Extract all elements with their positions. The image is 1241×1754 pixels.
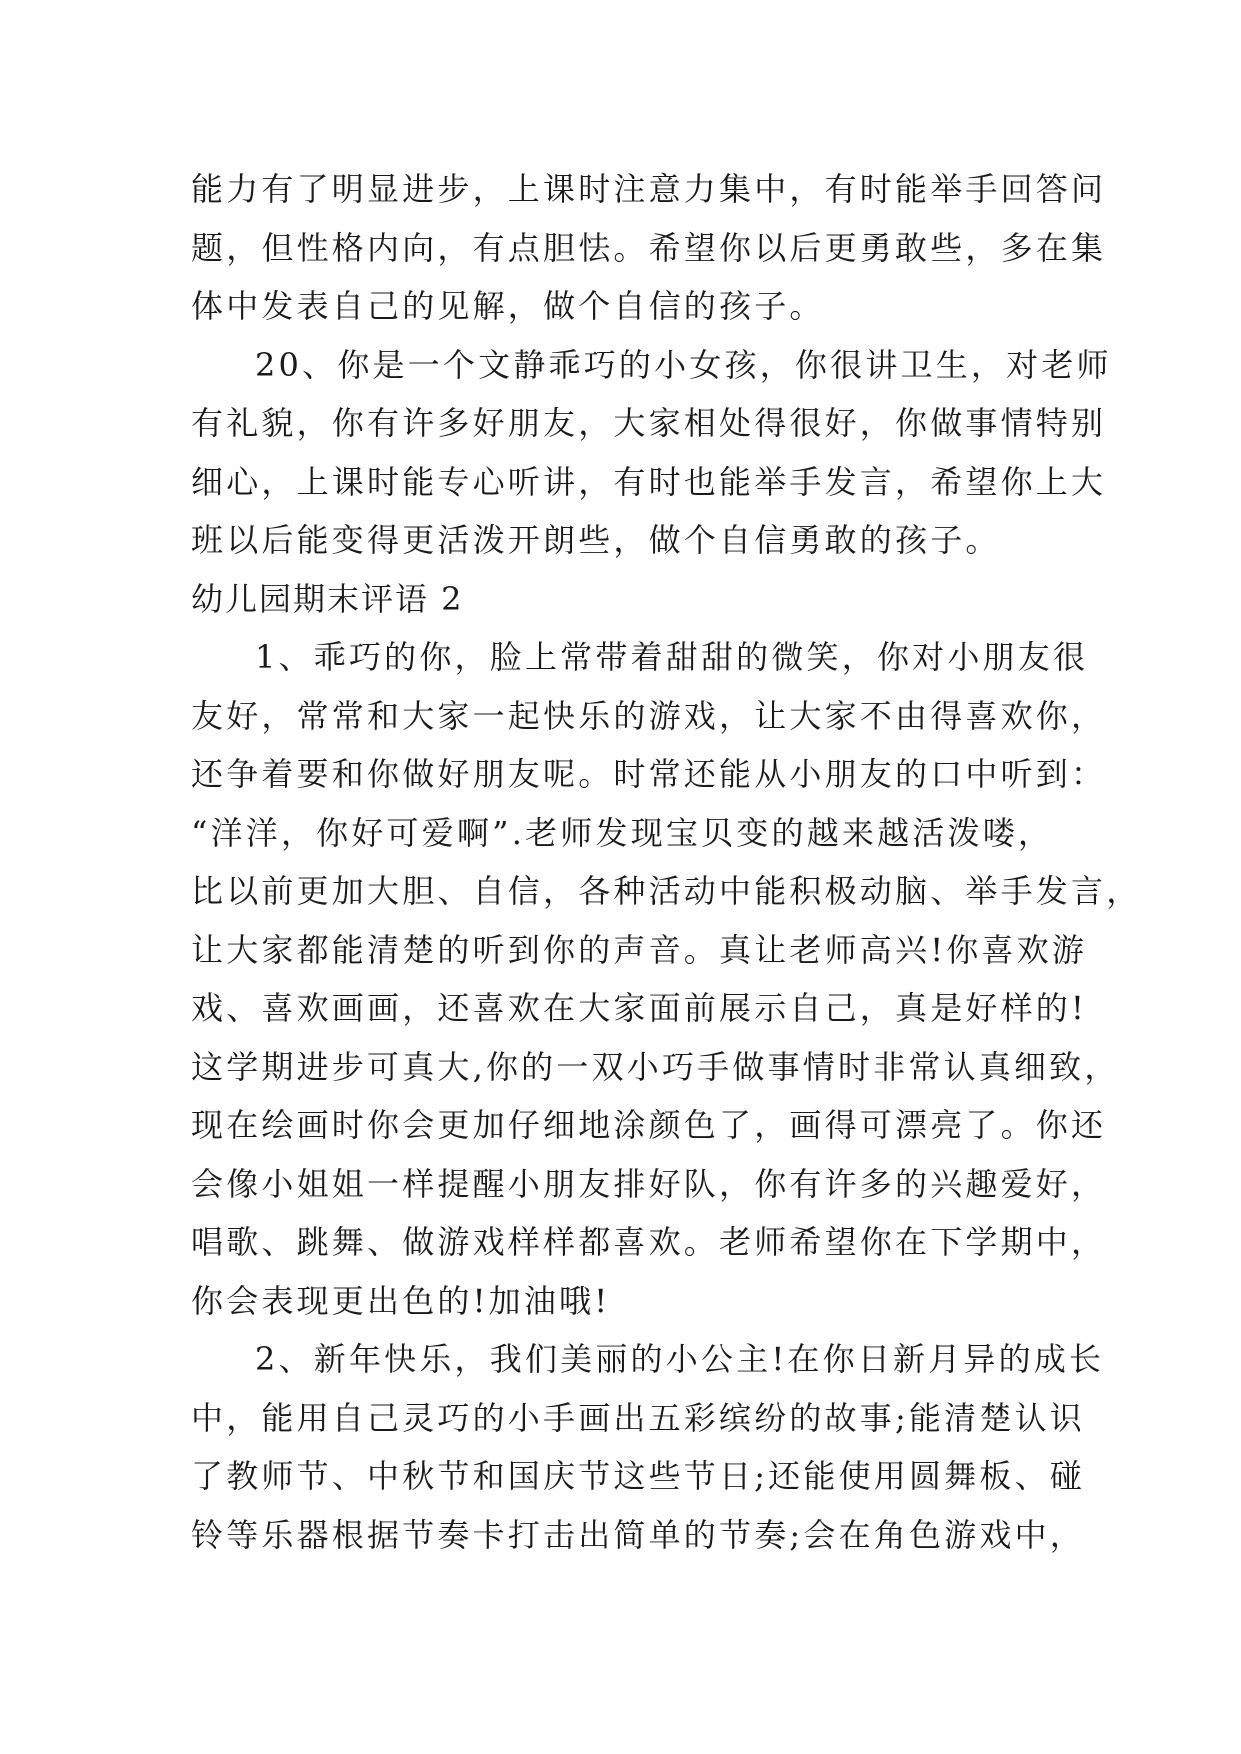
paragraph-first-line: 2、新年快乐，我们美丽的小公主!在你日新月异的成长 — [255, 1340, 1105, 1378]
text-line: 你会表现更出色的!加油哦! — [191, 1281, 611, 1320]
text-line: 现在绘画时你会更加仔细地涂颜色了，画得可漂亮了。你还 — [191, 1106, 1107, 1144]
text-line: 比以前更加大胆、自信，各种活动中能积极动脑、举手发言， — [191, 872, 1142, 910]
text-line: 能力有了明显进步，上课时注意力集中，有时能举手回答问 — [191, 170, 1107, 208]
text-line: “洋洋，你好可爱啊”.老师发现宝贝变的越来越活泼喽， — [191, 813, 1054, 852]
text-line: 铃等乐器根据节奏卡打击出简单的节奏;会在角色游戏中， — [191, 1515, 1085, 1554]
text-line: 会像小姐姐一样提醒小朋友排好队，你有许多的兴趣爱好， — [191, 1164, 1107, 1203]
text-line: 细心，上课时能专心听讲，有时也能举手发言，希望你上大 — [191, 462, 1107, 501]
text-line: 唱歌、跳舞、做游戏样样都喜欢。老师希望你在下学期中， — [191, 1223, 1107, 1261]
text-line: 有礼貌，你有许多好朋友，大家相处得很好，你做事情特别 — [191, 404, 1107, 442]
document-body — [191, 160, 1142, 1564]
text-line: 了教师节、中秋节和国庆节这些节日;还能使用圆舞板、碰 — [191, 1457, 1085, 1495]
text-line: 这学期进步可真大,你的一双小巧手做事情时非常认真细致， — [191, 1047, 1120, 1086]
text-line: 题，但性格内向，有点胆怯。希望你以后更勇敢些，多在集 — [191, 228, 1107, 267]
text-line: 中，能用自己灵巧的小手画出五彩缤纷的故事;能清楚认识 — [191, 1398, 1085, 1437]
paragraph-first-line: 1、乖巧的你，脸上常带着甜甜的微笑，你对小朋友很 — [255, 638, 1089, 676]
text-line: 班以后能变得更活泼开朗些，做个自信勇敢的孩子。 — [191, 521, 1001, 559]
text-line: 友好，常常和大家一起快乐的游戏，让大家不由得喜欢你， — [191, 696, 1107, 735]
text-line: 戏、喜欢画画，还喜欢在大家面前展示自己，真是好样的! — [191, 989, 1088, 1027]
section-heading: 幼儿园期末评语 2 — [191, 579, 464, 618]
text-line: 还争着要和你做好朋友呢。时常还能从小朋友的口中听到： — [191, 755, 1107, 793]
paragraph-first-line: 20、你是一个文静乖巧的小女孩，你很讲卫生，对老师 — [255, 345, 1112, 384]
text-line: 体中发表自己的见解，做个自信的孩子。 — [191, 287, 825, 325]
text-line: 让大家都能清楚的听到你的声音。真让老师高兴!你喜欢游 — [191, 930, 1088, 969]
